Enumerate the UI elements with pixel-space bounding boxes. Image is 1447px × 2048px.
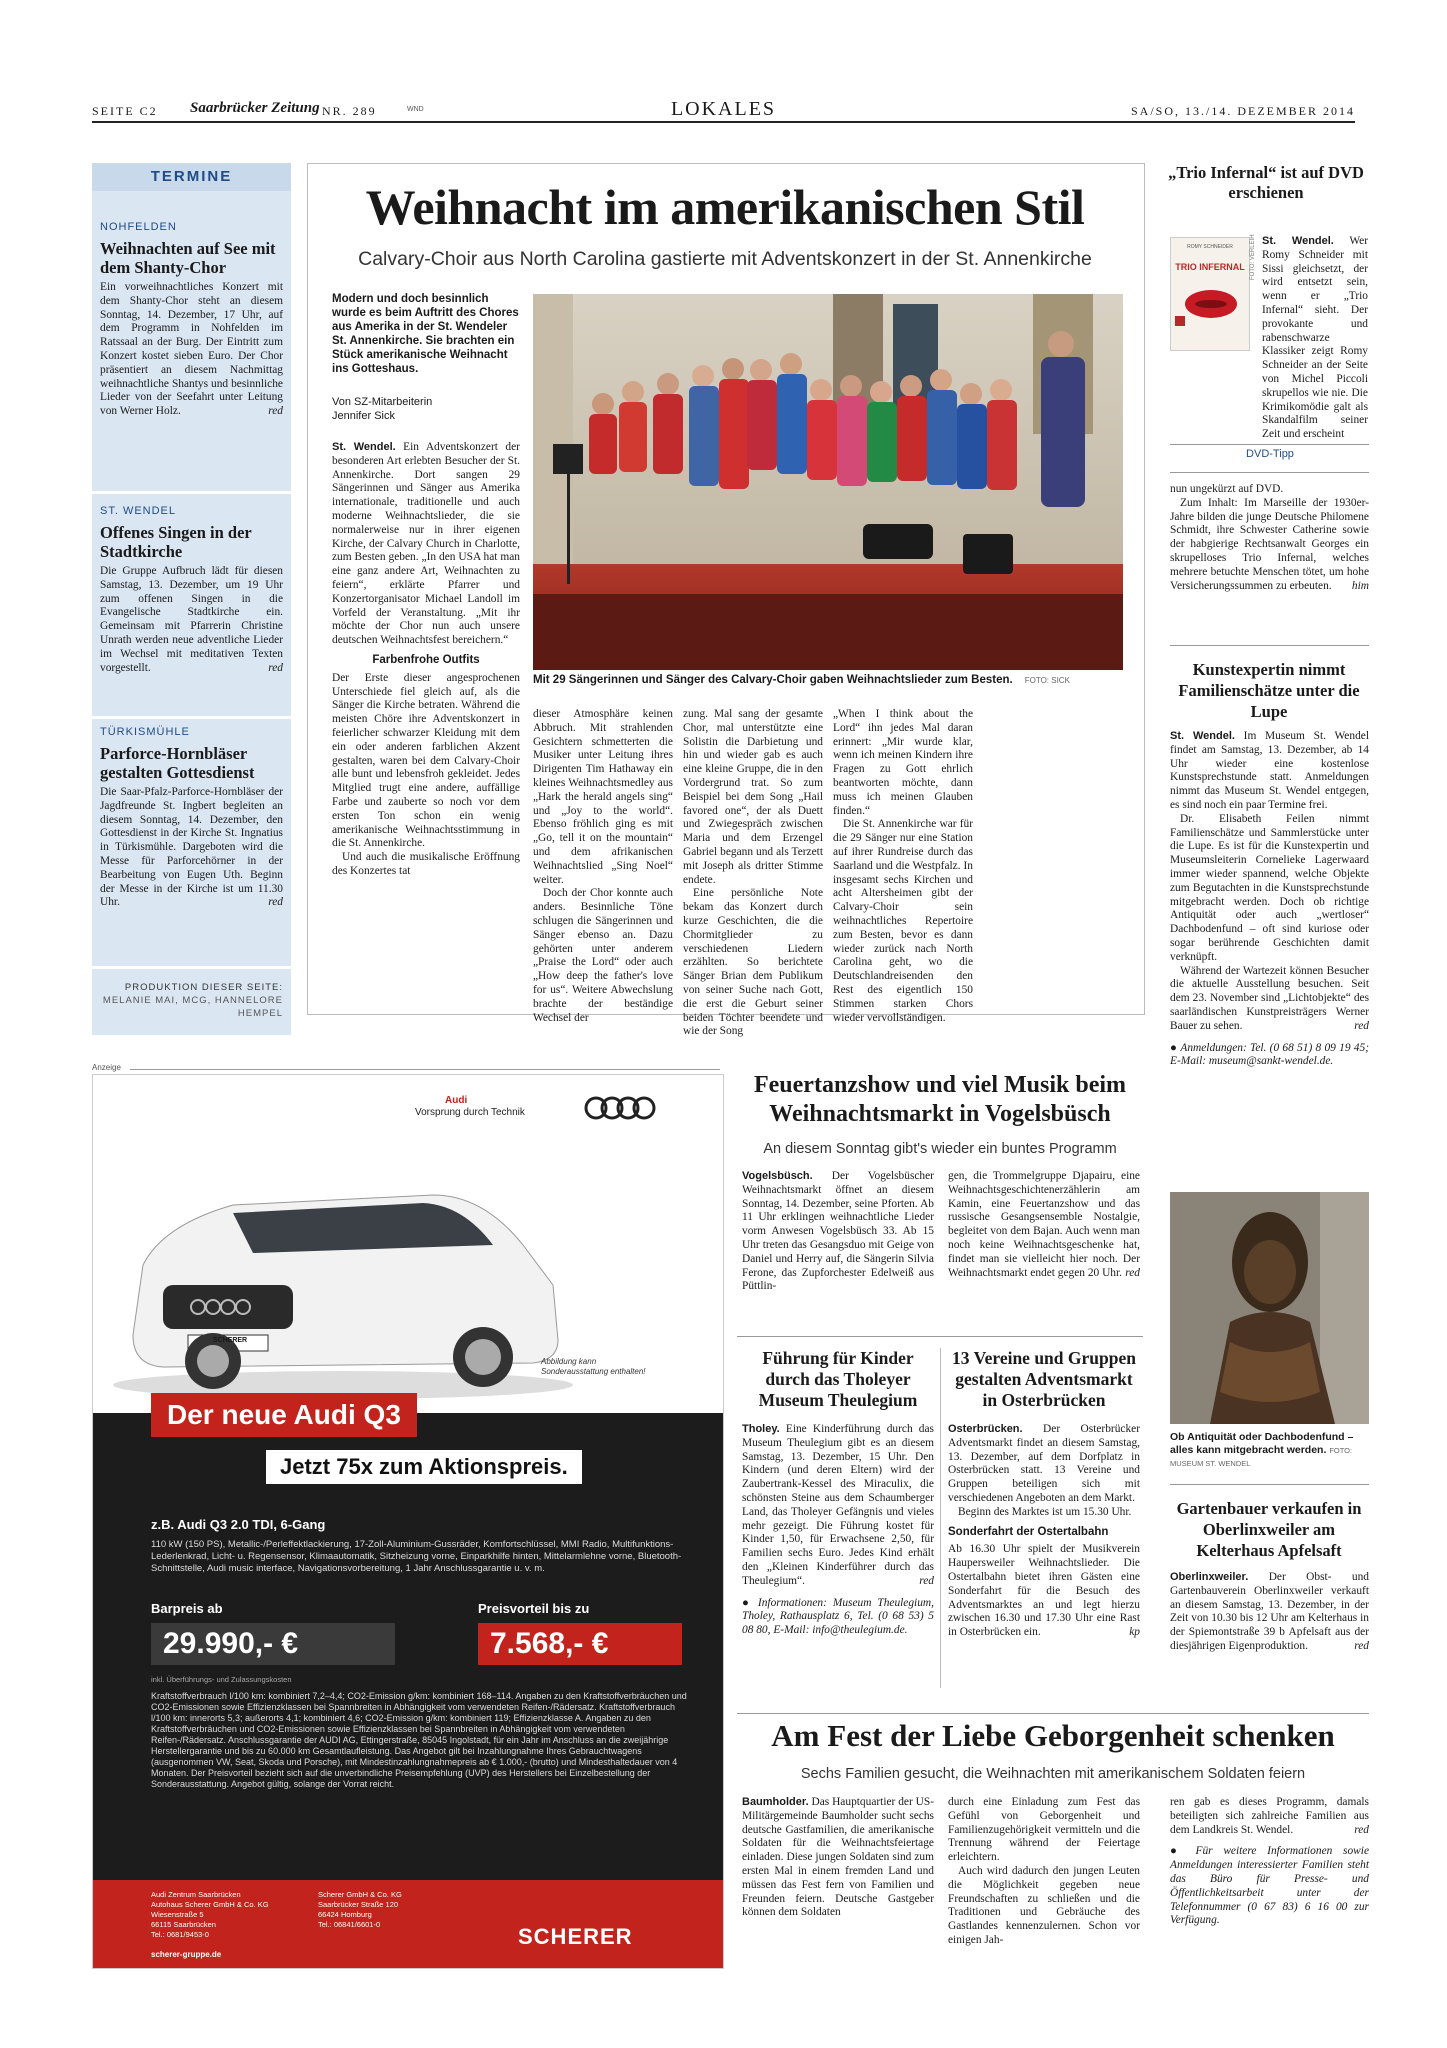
- fuehrung-headline: Führung für Kinder durch das Tholeyer Museum Theulegium: [758, 1348, 918, 1410]
- choir-photo: [533, 294, 1123, 670]
- dateline: Vogelsbüsch.: [742, 1170, 813, 1182]
- termin-item: [100, 221, 283, 419]
- fest-column-3: ren gab es dieses Programm, damals beteiligten sich zahlreiche Familien aus dem Landkreis St. Wendel. red ● Für weitere Informationen sowie Anmeldungen interessierter Familien steht das Büro für Presse- und Öffentlichkeitsarbeit unter der Telefonnummer (0 67 83) 6 16 00 zur Verfügung.: [1170, 1796, 1369, 1927]
- ad-costs-note: inkl. Überführungs- und Zulassungskosten: [151, 1675, 292, 1684]
- dvd-cover-top: ROMY SCHNEIDER: [1187, 244, 1233, 250]
- vereine-text: Osterbrücken. Der Osterbrücker Adventsmarkt findet an diesem Samstag, 13. Dezember, auf dem Dorfplatz in Osterbrücken statt. 13 Vereine und Gruppen beteiligen sich mit verschiedenen Angeboten an dem Markt. Beginn des Marktes ist um 15.30 Uhr. Sonderfahrt der Ostertalbahn Ab 16.30 Uhr spielt der Musikverein Haupersweiler Weihnachtslieder. Die Ostertalbahn bietet ihren Gästen eine Sonderfahrt für die Besuch des Adventsmarktes an und legt hierzu zwischen 16.30 und 17.30 Uhr eine Rast in Osterbrücken ein. kp: [948, 1423, 1140, 1639]
- main-article-subhead: Farbenfrohe Outfits: [372, 653, 480, 666]
- ad-model: z.B. Audi Q3 2.0 TDI, 6-Gang: [151, 1517, 326, 1532]
- audi-q3-car-image: [103, 1135, 583, 1405]
- section-rule: [737, 1713, 1369, 1714]
- antique-photo-caption: Ob Antiquität oder Dachbodenfund – alles kann mitgebracht werden. FOTO: MUSEUM ST. WENDEL: [1170, 1431, 1354, 1468]
- ad-price-label: Barpreis ab: [151, 1601, 223, 1616]
- dateline: St. Wendel.: [1170, 730, 1235, 742]
- dvd-text-top: St. Wendel. Wer Romy Schneider mit Sissi gleichsetzt, der wird entsetzt sein, wenn er „Trio Infernal“ sieht. Der provokante und rabenschwarze Klassiker zeigt Romy Schneider an der Seite von Michel Piccoli skrupellos wie nie. Die Krimikomödie galt als Skandalfilm seiner Zeit und erscheint: [1262, 235, 1368, 441]
- fest-headline: Am Fest der Liebe Geborgenheit schenken: [771, 1718, 1335, 1753]
- choir-photo-caption: Mit 29 Sängerinnen und Sänger des Calvary-Choir gaben Weihnachtslieder zum Besten. FOTO: SICK: [533, 674, 1070, 686]
- dvd-text: nun ungekürzt auf DVD. Zum Inhalt: Im Marseille der 1930er-Jahre bilden die junge Deutsche Philomene Schmidt, ihre Schwester Catherine sowie der habgierige Rechtsanwalt Georges ein skrupelloses Trio Infernal, welches mehrere betuchte Menschen tötet, um hohe Versicherungssummen zu erbeuten. him: [1170, 483, 1369, 592]
- termin-title: Offenes Singen in der Stadtkirche: [100, 523, 252, 561]
- main-article-headline: Weihnacht im amerikanischen Stil: [365, 179, 1085, 235]
- antique-figure-image: [1170, 1192, 1369, 1424]
- ad-license-plate: SCHERER: [212, 1337, 248, 1344]
- dateline: St. Wendel.: [332, 441, 396, 453]
- termin-item: [100, 505, 283, 675]
- photo-credit: FOTO: MUSEUM ST. WENDEL: [1170, 1446, 1353, 1468]
- ad-features: 110 kW (150 PS), Metallic-/Perleffektlackierung, 17-Zoll-Aluminium-Gussräder, Komfortschlüssel, MMI Radio, Multifunktions-Lederlenkrad, Licht- u. Regensensor, Klimaautomatik, Sitzheizung vorne, Einparkhilfe hinten, Mittelarmlehne vorne, Bluetooth-Schnittstelle, Audi music interface, Navigationsvorbereitung, 1 Jahr Anschlussgarantie u. v. m.: [151, 1539, 682, 1574]
- author-name: Jennifer Sick: [332, 410, 395, 422]
- ad-headline: Der neue Audi Q3: [151, 1393, 417, 1437]
- termin-signature: red: [268, 405, 283, 418]
- antique-photo: [1170, 1192, 1369, 1424]
- dateline: Baumholder.: [742, 1796, 809, 1808]
- kunst-text: St. Wendel. Im Museum St. Wendel findet am Samstag, 13. Dezember, ab 14 Uhr wieder eine kostenlose Kunstsprechstunde statt. Anmeldungen nimmt das Museum St. Wendel entgegen, es sind noch ein paar Termine frei. Dr. Elisabeth Feilen nimmt Familienschätze und Sammlerstücke unter die Lupe. Es ist für die Kunstexpertin und Museumsleiterin Cornelieke Lagerwaard immer wieder spannend, welche Objekte zum Begutachten in die Kunstsprechstunde mitgebracht werden. Doch ob richtige Antiquität oder auch „wertloser“ Dachbodenfund – oft sind kuriose oder sogar berührende Geschichten damit verknüpft. Während der Wartezeit können Besucher die aktuelle Ausstellung besuchen. Seit dem 23. November sind „Lichtobjekte“ des saarländischen Kunstpreisträgers Werner Bauer zu sehen. red ● Anmeldungen: Tel. (0 68 51) 8 09 19 45; E-Mail: museum@sankt-wendel.de.: [1170, 730, 1369, 1068]
- garten-headline: Gartenbauer verkaufen in Oberlinxweiler am Kelterhaus Apfelsaft: [1176, 1499, 1362, 1560]
- termine-title: TERMINE: [92, 163, 291, 191]
- issue-number: NR. 289: [322, 104, 377, 118]
- ad-offer-panel: [93, 1399, 723, 1880]
- dealer-1: Audi Zentrum Saarbrücken Autohaus Scherer GmbH & Co. KG Wiesenstraße 5 66115 Saarbrücken Tel.: 0681/9453-0: [151, 1890, 269, 1939]
- section-rule: [1170, 645, 1369, 646]
- main-article-subtitle: Calvary-Choir aus North Carolina gastierte mit Adventskonzert in der St. Annenkirche: [358, 248, 1092, 270]
- ad-label: Anzeige: [92, 1063, 121, 1072]
- termin-divider: [92, 491, 291, 494]
- termin-title: Weihnachten auf See mit dem Shanty-Chor: [100, 239, 276, 277]
- kunst-headline: Kunstexpertin nimmt Familienschätze unter die Lupe: [1178, 660, 1360, 721]
- termin-location: ST. WENDEL: [100, 505, 177, 517]
- feuer-headline: Feuertanzshow und viel Musik beim Weihnachtsmarkt in Vogelsbüsch: [753, 1072, 1127, 1127]
- termin-signature: red: [268, 661, 283, 674]
- production-label: PRODUKTION DIESER SEITE:: [124, 982, 283, 993]
- termine-sidebar: [92, 163, 291, 1035]
- ad-dealer-footer: [93, 1880, 723, 1968]
- dateline: Osterbrücken.: [948, 1423, 1023, 1435]
- dvd-cover: [1170, 237, 1250, 351]
- termin-location: TÜRKISMÜHLE: [100, 726, 190, 738]
- main-article-column-3: zung. Mal sang der gesamte Chor, mal unterstützte eine Solistin die Darbietung und hin und wieder gab es auch eine kleine Gruppe, die in den Vordergrund trat. So zum Beispiel bei dem Song „Hail favored one“, der als Duett und Zwiegespräch zwischen Maria und dem Erzengel Gabriel begann und als Terzett mit Joseph als dritter Stimme endete. Eine persönliche Note bekam das Konzert durch kurze Geschichten, die die Chormitglieder zu verschiedenen Liedern erzählten. So berichtete Sänger Brian dem Publikum von seiner Suche nach Gott, die erst die Geburt seiner beiden Töchter beendete und wie der Song: [683, 708, 823, 1038]
- lips-icon: [1171, 272, 1247, 332]
- ad-claim: Vorsprung durch Technik: [415, 1107, 525, 1118]
- main-article-column-2: dieser Atmosphäre keinen Abbruch. Mit strahlenden Gesichtern schmetterten die Musiker unter Leitung ihres Dirigenten Tim Hathaway ein kleines Weihnachtsmedley aus „Hark the herald angels sing“ und „Joy to the world“. Ebenso fröhlich ging es mit „Go, tell it on the mountain“ und dem afrikanischen Weihnachtslied „Sing Noel“ weiter. Doch der Chor konnte auch anders. Besinnliche Töne schlugen die Sängerinnen und Sänger ebenso an. Dazu gehörten unter anderem „Praise the Lord“ oder auch „How deep the father's love for us“. Weitere Abwechslung brachte der beständige Wechsel der: [533, 708, 673, 1024]
- ad-disclaimer: Abbildung kann Sonderausstattung enthalten!: [541, 1357, 646, 1376]
- dateline: St. Wendel.: [1262, 235, 1334, 247]
- dealer-website[interactable]: scherer-gruppe.de: [151, 1950, 222, 1959]
- production-credits: [100, 981, 283, 1020]
- choir-photo-image: [533, 294, 1123, 670]
- audi-rings-icon: [583, 1093, 663, 1123]
- main-article-column-4: „When I think about the Lord“ ihn jedes Mal daran erinnert: „Mir wurde klar, wenn ich meinen Kindern ihre Fragen zu Gott ehrlich beantworten möchte, dann muss ich meinen Glauben finden.“ Die St. Annenkirche war für die 29 Sänger nur eine Station auf ihrer Rundreise durch das Saarland und die Westpfalz. In insgesamt sechs Kirchen und acht Altersheimen gibt der Calvary-Choir sein weihnachtliches Repertoire zum Besten, bevor es dann wieder zurück nach North Carolina geht, wo die Deutschlandreisenden den Rest des eigentlich 150 Stimmen starken Chors wieder vervollständigen.: [833, 708, 973, 1024]
- termin-divider: [92, 966, 291, 969]
- termin-signature: red: [268, 896, 283, 909]
- dvd-cover-title: TRIO INFERNAL: [1175, 262, 1245, 272]
- dvd-tag: DVD-Tipp: [1230, 448, 1310, 460]
- main-article-lead: Modern und doch besinnlich wurde es beim Auftritt des Chores aus Amerika in der St. Wendeler St. Annenkirche. Sie brachten ein Stück amerikanische Weihnacht ins Gotteshaus.: [332, 293, 519, 375]
- ad-saving-label: Preisvorteil bis zu: [478, 1601, 590, 1616]
- dvd-rule: [1170, 472, 1369, 473]
- ad-saving[interactable]: 7.568,- €: [478, 1623, 682, 1665]
- dateline: Tholey.: [742, 1423, 780, 1435]
- fuehrung-info: Informationen: Museum Theulegium, Tholey, Rathausplatz 6, Tel. (0 68 53) 5 08 80, E-Mail: info@theulegium.de.: [742, 1596, 934, 1637]
- termin-text: Ein vorweihnachtliches Konzert mit dem Shanty-Chor steht an diesem Sonntag, 14. Dezember, 17 Uhr, auf dem Programm in Nohfelden im Ratssaal an der Burg. Der Eintritt zum Konzert kostet sieben Euro. Der Chor präsentiert an diesem Nachmittag weihnachtliche Shantys und besinnliche Lieder von der Seefahrt unter Leitung von Werner Holz. red: [100, 281, 283, 418]
- audi-advertisement[interactable]: [92, 1074, 724, 1969]
- fest-info: Für weitere Informationen sowie Anmeldungen interessierter Familien steht das Büro für Presse- und Öffentlichkeitsarbeit unter der Telefonnummer (0 67 83) 6 16 00 zur Verfügung.: [1170, 1845, 1369, 1927]
- fest-subtitle: Sechs Familien gesucht, die Weihnachten mit amerikanischem Soldaten feiern: [800, 1766, 1306, 1782]
- feuer-column-2: gen, die Trommelgruppe Djapairu, eine Weihnachtsgeschichtenerzählerin am Kamin, eine Feuertanzshow und das russische Gesangsensemble Nostalgie, begleitet von dem Bajan. Auch wenn man noch keine Weihnachtsgeschenke hat, findet man sie vielleicht hier noch. Der Weihnachtsmarkt endet gegen 20 Uhr. red: [948, 1170, 1140, 1279]
- production-names: MELANIE MAI, MCG, HANNELORE HEMPEL: [102, 995, 283, 1019]
- feuer-column-1: Vogelsbüsch. Der Vogelsbüscher Weihnachtsmarkt öffnet an diesem Sonntag, 14. Dezember, seine Pforten. Ab 11 Uhr erklingen weihnachtliche Lieder vorm Anwesen Vogelsbüsch 33. Ab 15 Uhr treten das Gesangsduo mit Geige von Daniel und Herry auf, die Sängerin Silvia Ferone, das Zupforchester Edelweiß aus Püttlin-: [742, 1170, 934, 1293]
- dvd-photo-credit: FOTO: VERLEIH: [1250, 234, 1256, 280]
- termin-text: Die Saar-Pfalz-Parforce-Hornbläser der Jagdfreunde St. Ingbert begleiten an diesem Sonntag, 14. Dezember, den Gottesdienst in der Kirche St. Ingnatius in Türkismühle. Dargeboten wird die Messe für Parforcehörner in der Bearbeitung von Eugen Uth. Beginn der Messe in der Kirche ist um 11.30 Uhr. red: [100, 786, 283, 909]
- dealer-2: Scherer GmbH & Co. KG Saarbrücker Straße 120 66424 Homburg Tel.: 06841/6601-0: [318, 1890, 402, 1929]
- termin-divider: [92, 716, 291, 719]
- page-number: SEITE C2: [92, 104, 158, 118]
- termin-location: NOHFELDEN: [100, 221, 177, 233]
- issue-date: SA/SO, 13./14. DEZEMBER 2014: [1130, 104, 1355, 118]
- edition-code: WND: [407, 106, 424, 113]
- author-line: Von SZ-Mitarbeiterin: [332, 396, 433, 408]
- section-title: LOKALES: [670, 98, 777, 120]
- ad-brand: Audi: [445, 1095, 468, 1106]
- scherer-logo: SCHERER: [518, 1924, 633, 1949]
- vereine-headline: 13 Vereine und Gruppen gestalten Adventsmarkt in Osterbrücken: [952, 1348, 1136, 1410]
- kunst-info: Anmeldungen: Tel. (0 68 51) 8 09 19 45; E-Mail: museum@sankt-wendel.de.: [1170, 1041, 1369, 1068]
- fuehrung-text: Tholey. Eine Kinderführung durch das Museum Theulegium gibt es an diesem Samstag, 13. Dezember, 15 Uhr. Den Kindern (und deren Eltern) wird der Zaubertrank-Kessel des Miraculix, die schönsten Steine aus dem Schaumberger Land, das Tholeyer Gefängnis und vieles mehr gezeigt. Die Führung kostet für Kinder 1,50, für Erwachsene 2,50, für Familien sechs Euro. Jedes Kind erhält den „Kleinen Kinderführer durch das Theulegium“. red ● Informationen: Museum Theulegium, Tholey, Rathausplatz 6, Tel. (0 68 53) 5 08 80, E-Mail: info@theulegium.de.: [742, 1423, 934, 1637]
- fest-column-1: Baumholder. Das Hauptquartier der US-Militärgemeinde Baumholder sucht sechs deutsche Gastfamilien, die amerikanische Soldaten für die Weihnachtsfeiertage einladen. Diese jungen Soldaten sind zum ersten Mal in einem fremden Land und müssen das Fest fern von Familien und Freunden feiern. Deutsche Gastgeber können dem Soldaten: [742, 1796, 934, 1919]
- termin-text: Die Gruppe Aufbruch lädt für diesen Samstag, 13. Dezember, um 19 Uhr zum offenen Singen in die Evangelische Stadtkirche ein. Gemeinsam mit Pfarrerin Christine Unrath werden neue adventliche Lieder im Wechsel mit meditativen Texten vorgestellt. red: [100, 565, 283, 674]
- termin-title: Parforce-Hornbläser gestalten Gottesdienst: [100, 744, 255, 782]
- main-article-author: [332, 395, 520, 423]
- garten-text: Oberlinxweiler. Der Obst- und Gartenbauverein Oberlinxweiler verkauft an diesem Samstag, 13. Dezember, in der Zeit von 10.30 bis 12 Uhr am Kelterhaus in der Spiemontstraße 39 b Apfelsaft aus der diesjährigen Eigenproduktion. red: [1170, 1571, 1369, 1652]
- photo-credit: FOTO: SICK: [1024, 676, 1070, 685]
- ad-fineprint: Kraftstoffverbrauch l/100 km: kombiniert 7,2–4,4; CO2-Emission g/km: kombiniert 168–114. Angaben zu den Kraftstoffverbräuchen und CO2-Emissionen sowie Effizienzklassen bei Spannbreiten in Abhängigkeit vom verwendeten Reifen-/Rädersatz. Kraftstoffverbrauch l/100 km: innerorts 5,3; außerorts 4,1; kombiniert 4,6; CO2-Emission g/km: kombiniert 119; Effizienzklasse A. Angaben zu den Kraftstoffverbräuchen und CO2-Emissionen sowie Effizienzklassen bei Spannbreiten in Abhängigkeit vom verwendeten Reifen-/Rädersatz. Anschlussgarantie der AUDI AG, Ettingerstraße, 85045 Ingolstadt, für ein Jahr im Anschluss an die zweijährige Herstellergarantie und bis zu 60.000 km Gesamtlaufleistung. Das Angebot gilt bei Inzahlungnahme Ihres Gebrauchtwagens (ausgenommen VW, Seat, Skoda und Porsche), mit Mindestinzahlungnahmepreis ab € 1.000,- (brutto) und Mindesthaltedauer von 4 Monaten. Der Preisvorteil bezieht sich auf die unverbindliche Preisempfehlung (UVP) des Herstellers bei Einzelbestellung der Sonderausstattung. Angebot gültig, solange der Vorrat reicht.: [151, 1691, 687, 1789]
- ad-price[interactable]: 29.990,- €: [151, 1623, 395, 1665]
- feuer-subtitle: An diesem Sonntag gibt's wieder ein buntes Programm: [763, 1141, 1117, 1157]
- header-rule: [92, 121, 1355, 123]
- ad-label-rule: [130, 1069, 720, 1070]
- dateline: Oberlinxweiler.: [1170, 1571, 1249, 1583]
- dvd-headline: „Trio Infernal“ ist auf DVD erschienen: [1168, 163, 1364, 202]
- main-article-column-1: St. Wendel. Ein Adventskonzert der besonderen Art erlebten Besucher der St. Annenkirche. Dort sangen 29 Sängerinnen und Sänger aus Amerika internationale, traditionelle und auch moderne Weihnachtslieder, die sie normalerweise nur in ihrer eigenen Kirche, der Calvary Church in Charlotte, zum Besten geben. „In den USA hat man eine ganz andere Art, Weihnachten zu feiern“, erklärte Pfarrer und Konzertorganisator Michael Landoll im Vorfeld der Veranstaltung. „Mit ihr möchte der Chor nun auch unsere deutschen Weihnachtsfest bereichern.“ Farbenfrohe Outfits Der Erste dieser angesprochenen Unterschiede fiel gleich auf, als die Sänger die Kirche betraten. Während die meisten Chöre ihre Adventskonzert in feierlicher schwarzer Kleidung mit dem ein oder anderen farblichen Akzent gestalten, waren bei dem Calvary-Choir alle bunt und lebensfroh gekleidet. Jedes Mitglied trugt eine andere, auffällige Farbe und zauberte so noch vor dem ersten Ton schon ein wenig amerikanische Weihnachtsstimmung in die St. Annenkirche. Und auch die musikalische Eröffnung des Konzertes tat: [332, 441, 520, 877]
- dvd-rule: [1170, 444, 1369, 445]
- ad-subline: Jetzt 75x zum Aktionspreis.: [266, 1450, 582, 1484]
- newspaper-name: Saarbrücker Zeitung: [190, 100, 320, 116]
- fest-column-2: durch eine Einladung zum Fest das Gefühl von Geborgenheit und Familienzugehörigkeit vermitteln und die Trennung während der Feiertage erleichtern. Auch wird dadurch den jungen Leuten die Möglichkeit gegeben neue Freundschaften zu schließen und die Traditionen und Gebräuche des Gastlandes kennenzulernen. Schon vor einigen Jah-: [948, 1796, 1140, 1946]
- column-divider: [940, 1348, 941, 1688]
- vereine-subhead: Sonderfahrt der Ostertalbahn: [948, 1525, 1109, 1538]
- termin-item: [100, 726, 283, 910]
- section-rule: [1170, 1484, 1369, 1485]
- section-rule: [737, 1336, 1143, 1337]
